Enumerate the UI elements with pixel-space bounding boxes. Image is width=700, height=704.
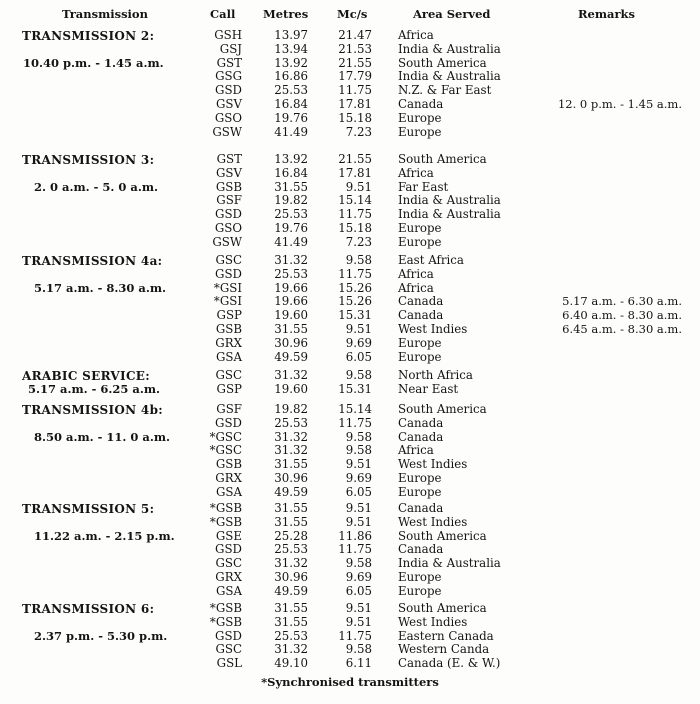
metres-cell: 31.55 [274,514,308,529]
mcs-cell: 9.51 [345,179,372,194]
mcs-cell: 11.75 [338,628,372,643]
mcs-cell: 15.26 [338,294,372,309]
mcs-cell: 6.05 [345,484,372,499]
metres-cell: 19.76 [274,221,308,235]
area-cell: West Indies [398,614,468,629]
area-cell: Near East [398,381,459,396]
mcs-cell: 21.55 [338,152,372,166]
mcs-cell: 11.75 [338,266,372,281]
mcs-cell: 9.69 [345,471,372,485]
call-cell: GSC [215,368,242,382]
call-cell: GSA [215,583,242,598]
call-cell: GRX [215,335,242,350]
mcs-cell: 9.58 [345,368,372,382]
group-time: 5.17 a.m. - 8.30 a.m. [34,281,167,295]
metres-cell: 31.32 [274,556,308,571]
call-cell: *GSC [209,429,242,444]
call-cell: GSB [215,457,242,472]
call-cell: GSV [215,97,242,111]
mcs-cell: 9.58 [345,253,372,267]
metres-cell: 31.32 [274,429,308,444]
metres-cell: 25.53 [274,266,308,281]
area-cell: Africa [398,443,434,458]
mcs-cell: 6.05 [345,583,372,598]
metres-cell: 49.59 [274,349,308,364]
mcs-cell: 9.51 [345,322,372,336]
area-cell: South America [398,528,487,543]
call-cell: GSW [212,234,242,249]
header-call: Call [210,7,236,21]
area-cell: South America [398,152,487,166]
call-cell: GSW [212,124,242,139]
area-cell: Canada [398,294,444,309]
metres-cell: 41.49 [274,234,308,249]
group-title: TRANSMISSION 4a: [22,254,163,268]
call-cell: GST [216,152,242,166]
area-cell: South America [398,402,487,416]
call-cell: GRX [215,570,242,584]
area-cell: West Indies [398,514,468,529]
area-cell: India & Australia [398,41,501,56]
metres-cell: 13.92 [274,55,308,70]
metres-cell: 49.59 [274,583,308,598]
group-title: TRANSMISSION 3: [22,153,155,167]
metres-cell: 31.55 [274,601,308,615]
metres-cell: 31.55 [274,614,308,629]
header-transmission: Transmission [62,7,148,21]
mcs-cell: 15.18 [338,221,372,235]
remarks-cell: 5.17 a.m. - 6.30 a.m. [562,294,682,309]
mcs-cell: 9.51 [345,614,372,629]
metres-cell: 31.32 [274,368,308,382]
header-mcs: Mc/s [337,7,368,21]
group-title: TRANSMISSION 2: [22,29,155,43]
area-cell: Africa [398,280,434,295]
metres-cell: 19.60 [274,381,308,396]
metres-cell: 19.76 [274,110,308,125]
mcs-cell: 9.51 [345,514,372,529]
area-cell: Europe [398,484,442,499]
call-cell: GSH [214,28,242,42]
group-time: 2. 0 a.m. - 5. 0 a.m. [34,180,159,194]
mcs-cell: 11.75 [338,415,372,430]
mcs-cell: 15.26 [338,280,372,295]
metres-cell: 25.53 [274,542,308,557]
metres-cell: 19.66 [274,294,308,309]
area-cell: Europe [398,471,442,485]
metres-cell: 31.55 [274,501,308,515]
area-cell: India & Australia [398,556,501,571]
header-area: Area Served [413,7,491,21]
area-cell: East Africa [398,253,464,267]
call-cell: GSO [214,221,242,235]
mcs-cell: 9.51 [345,501,372,515]
mcs-cell: 7.23 [345,124,372,139]
metres-cell: 25.53 [274,83,308,98]
group-title: TRANSMISSION 5: [22,502,155,516]
mcs-cell: 6.11 [345,656,372,671]
metres-cell: 30.96 [274,335,308,350]
area-cell: Africa [398,266,434,281]
call-cell: GSC [215,253,242,267]
call-cell: GSP [216,381,242,396]
area-cell: Canada [398,542,444,557]
mcs-cell: 15.31 [338,381,372,396]
metres-cell: 16.84 [274,165,308,180]
metres-cell: 25.28 [274,528,308,543]
area-cell: Europe [398,570,442,584]
metres-cell: 19.82 [274,402,308,416]
mcs-cell: 9.58 [345,556,372,571]
call-cell: GSB [215,179,242,194]
area-cell: South America [398,601,487,615]
call-cell: GSF [216,402,242,416]
area-cell: Europe [398,583,442,598]
area-cell: Europe [398,124,442,139]
call-cell: GSD [215,415,242,430]
call-cell: GSD [215,266,242,281]
mcs-cell: 11.75 [338,207,372,222]
metres-cell: 16.86 [274,69,308,84]
call-cell: GSB [215,322,242,336]
call-cell: GSD [215,628,242,643]
call-cell: GSD [215,207,242,222]
area-cell: N.Z. & Far East [398,83,492,98]
area-cell: Canada [398,308,444,323]
mcs-cell: 11.75 [338,542,372,557]
metres-cell: 49.59 [274,484,308,499]
call-cell: GSO [214,110,242,125]
mcs-cell: 15.14 [338,193,372,208]
call-cell: GSC [215,642,242,657]
area-cell: Europe [398,335,442,350]
area-cell: Europe [398,221,442,235]
area-cell: India & Australia [398,69,501,84]
metres-cell: 13.94 [274,41,308,56]
metres-cell: 31.32 [274,253,308,267]
metres-cell: 31.55 [274,179,308,194]
metres-cell: 19.66 [274,280,308,295]
mcs-cell: 9.51 [345,601,372,615]
group-time: 10.40 p.m. - 1.45 a.m. [23,56,164,70]
call-cell: GSJ [219,41,242,56]
mcs-cell: 15.31 [338,308,372,323]
mcs-cell: 7.23 [345,234,372,249]
group-time: 5.17 a.m. - 6.25 a.m. [28,382,161,396]
call-cell: GSA [215,349,242,364]
call-cell: GSL [216,656,242,671]
area-cell: Africa [398,165,434,180]
mcs-cell: 9.58 [345,443,372,458]
area-cell: Canada (E. & W.) [398,656,501,671]
mcs-cell: 17.81 [338,97,372,111]
area-cell: South America [398,55,487,70]
metres-cell: 31.32 [274,642,308,657]
metres-cell: 31.55 [274,322,308,336]
mcs-cell: 9.51 [345,457,372,472]
area-cell: Canada [398,415,444,430]
mcs-cell: 21.47 [338,28,372,42]
call-cell: *GSB [209,614,242,629]
area-cell: Canada [398,429,444,444]
area-cell: Canada [398,97,444,111]
call-cell: GSE [215,528,242,543]
mcs-cell: 9.58 [345,429,372,444]
remarks-cell: 6.40 a.m. - 8.30 a.m. [562,308,682,323]
group-title: TRANSMISSION 4b: [22,403,163,417]
call-cell: *GSI [213,294,242,309]
mcs-cell: 11.86 [338,528,372,543]
mcs-cell: 9.69 [345,335,372,350]
call-cell: GSP [216,308,242,323]
group-title: ARABIC SERVICE: [22,369,150,383]
area-cell: West Indies [398,322,468,336]
metres-cell: 30.96 [274,471,308,485]
group-time: 11.22 a.m. - 2.15 p.m. [34,529,175,543]
call-cell: *GSB [209,601,242,615]
area-cell: Europe [398,234,442,249]
call-cell: GSA [215,484,242,499]
call-cell: *GSI [213,280,242,295]
call-cell: GST [216,55,242,70]
metres-cell: 19.82 [274,193,308,208]
group-time: 2.37 p.m. - 5.30 p.m. [34,629,168,643]
metres-cell: 30.96 [274,570,308,584]
metres-cell: 49.10 [274,656,308,671]
mcs-cell: 21.55 [338,55,372,70]
header-remarks: Remarks [578,7,635,21]
remarks-cell: 12. 0 p.m. - 1.45 a.m. [557,97,682,111]
call-cell: *GSB [209,501,242,515]
mcs-cell: 17.81 [338,165,372,180]
call-cell: GSC [215,556,242,571]
call-cell: GSG [215,69,242,84]
metres-cell: 41.49 [274,124,308,139]
call-cell: GSD [215,542,242,557]
mcs-cell: 9.58 [345,642,372,657]
call-cell: GRX [215,471,242,485]
mcs-cell: 15.18 [338,110,372,125]
call-cell: GSF [216,193,242,208]
area-cell: North Africa [398,368,473,382]
metres-cell: 31.55 [274,457,308,472]
call-cell: *GSB [209,514,242,529]
call-cell: *GSC [209,443,242,458]
mcs-cell: 11.75 [338,83,372,98]
call-cell: GSV [215,165,242,180]
group-time: 8.50 a.m. - 11. 0 a.m. [34,430,171,444]
mcs-cell: 15.14 [338,402,372,416]
area-cell: Africa [398,28,434,42]
metres-cell: 19.60 [274,308,308,323]
call-cell: GSD [215,83,242,98]
metres-cell: 13.92 [274,152,308,166]
mcs-cell: 17.79 [338,69,372,84]
area-cell: Canada [398,501,444,515]
group-title: TRANSMISSION 6: [22,602,155,616]
footnote: *Synchronised transmitters [261,675,439,689]
metres-cell: 13.97 [274,28,308,42]
area-cell: Far East [398,179,449,194]
area-cell: Eastern Canada [398,628,494,643]
mcs-cell: 6.05 [345,349,372,364]
remarks-cell: 6.45 a.m. - 8.30 a.m. [562,322,682,336]
mcs-cell: 21.53 [338,41,372,56]
header-metres: Metres [263,7,309,21]
area-cell: Europe [398,349,442,364]
area-cell: Europe [398,110,442,125]
metres-cell: 31.32 [274,443,308,458]
metres-cell: 25.53 [274,628,308,643]
metres-cell: 16.84 [274,97,308,111]
area-cell: India & Australia [398,207,501,222]
area-cell: Western Canda [398,642,490,657]
metres-cell: 25.53 [274,415,308,430]
mcs-cell: 9.69 [345,570,372,584]
area-cell: West Indies [398,457,468,472]
area-cell: India & Australia [398,193,501,208]
metres-cell: 25.53 [274,207,308,222]
